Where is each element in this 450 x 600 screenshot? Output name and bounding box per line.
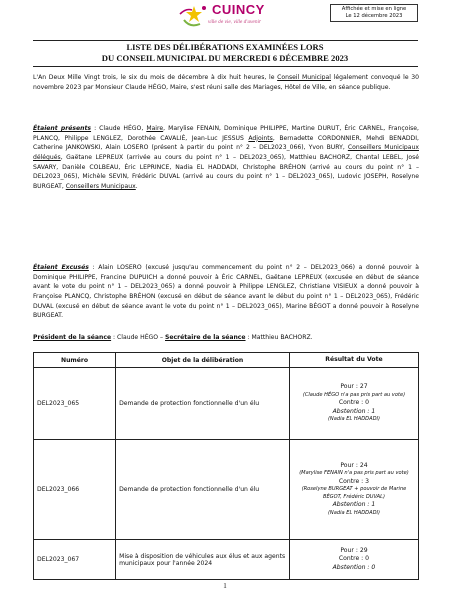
presents-text-3: , Gaëtane LEPREUX (arrivée au cours du point n° 1 – DEL2023_065), Matthieu BACHORZ, Chantal LEBEL, José SAVARY, Danièle COLBEAU, Éric LEPRINCE, Nadia EL HADDADI, Christophe BRÉHON (arrivé au cours du point n° 1 – DEL2023_065), Michèle SEVIN, Frédéric DUVAL (arrivé au cours du point n° 1 – DEL2023_065), Ludovic JOSEPH, Roselyne BURGEAT, — [33, 153, 419, 190]
president-label: Président de la séance — [33, 334, 112, 341]
title-rule-bottom — [33, 66, 418, 67]
deliberations-table — [33, 352, 419, 580]
cell-objet: Mise à disposition de véhicules aux élus et aux agents municipaux pour l'année 2024 — [116, 540, 290, 580]
logo-tagline: ville de vie, ville d'avenir — [208, 19, 261, 24]
col-header-resultat: Résultat du Vote — [289, 353, 418, 368]
publication-stamp-line1: Affichée et mise en ligne — [341, 6, 407, 12]
intro-conseil-municipal: Conseil Municipal — [277, 74, 331, 81]
excuses-text: : Alain LOSERO (excusé jusqu'au commencement du point n° 2 – DEL2023_066) a donné pouvoir à Dominique PHILIPPE, Francine DUPUICH a donné pouvoir à Éric CARNEL, Gaëtane LEPREUX (excusée en début de séance avant le vote du point n° 1 – DEL2023_065) a donné pouvoir à Philippe LENGLEZ, Christiane VISIEUX a donné pouvoir à Françoise PLANCQ, Christophe BRÉHON (excusé en début de séance avant le début du point n° 1 – DEL2023_065), Frédéric DUVAL (excusé en début de séance avant le vote du point n° 1 – DEL2023_065), Marine BÉGOT a donné pouvoir à Roselyne BURGEAT. — [33, 264, 419, 320]
vote-contre: Contre : 0 — [338, 555, 370, 563]
secretaire-label: Secrétaire de la séance — [165, 334, 246, 341]
table-header-row — [34, 353, 419, 368]
vote-pour: Pour : 24 — [340, 461, 368, 469]
vote-abstention: Abstention : 1 — [332, 407, 376, 415]
vote-abstention-note: (Nadia EL HADDADI) — [327, 509, 380, 516]
cell-numero: DEL2023_067 — [34, 540, 116, 580]
cell-resultat — [289, 440, 418, 540]
vote-abstention-note: (Nadia EL HADDADI) — [327, 416, 380, 423]
presents-label: Étaient présents — [33, 125, 92, 132]
intro-paragraph — [33, 73, 419, 92]
vote-pour-note: (Marylise FENAIN n'a pas pris part au vote) — [299, 470, 409, 477]
title-rule-top — [33, 40, 418, 41]
presents-text-2: , Bernadette CORDONNIER, Mehdi BENADDI, Catherine JANKOWSKI, Alain LOSERO (présent à partir du point n° 2 – DEL2023_066), Yvon BURY, — [33, 134, 419, 152]
table-row — [34, 440, 419, 540]
presents-sep: : Claude HÉGO, — [91, 125, 147, 132]
publication-stamp-line2: Le 12 décembre 2023 — [345, 13, 403, 20]
vote-abstention: Abstention : 0 — [332, 563, 376, 571]
presents-paragraph — [33, 124, 419, 192]
vote-pour: Pour : 29 — [340, 546, 368, 554]
presents-adjoints: Adjoints — [248, 134, 273, 142]
publication-stamp — [330, 4, 418, 22]
presents-text-4: . — [135, 182, 138, 190]
cell-objet: Demande de protection fonctionnelle d'un élu — [116, 440, 290, 540]
cell-resultat — [289, 368, 418, 440]
table-row — [34, 540, 419, 580]
presidence-line — [33, 334, 419, 341]
presents-maire: Maire — [146, 125, 164, 132]
cell-numero: DEL2023_066 — [34, 440, 116, 540]
cell-objet: Demande de protection fonctionnelle d'un élu — [116, 368, 290, 440]
vote-pour: Pour : 27 — [340, 383, 368, 391]
presents-text-1: , Marylise FENAIN, Dominique PHILIPPE, Martine DURUT, Éric CARNEL, Françoise, PLANCQ, Philippe LENGLEZ, Dorothée CAVALIÉ, Jean-Luc JESSUS — [33, 125, 419, 142]
vote-contre: Contre : 3 — [338, 477, 370, 485]
vote-abstention: Abstention : 1 — [332, 501, 376, 509]
cell-resultat — [289, 540, 418, 580]
cell-numero: DEL2023_065 — [34, 368, 116, 440]
page-title-line2: DU CONSEIL MUNICIPAL DU MERCREDI 6 DÉCEMBRE 2023 — [101, 53, 349, 63]
page-number: 1 — [223, 582, 227, 590]
presents-conseillers: Conseillers Municipaux — [65, 182, 136, 190]
vote-contre-note: (Roselyne BURGEAT + pouvoir de Marine BÉGOT, Frédéric DUVAL) — [301, 486, 407, 500]
presents-delegues: Conseillers Municipaux délégués — [33, 144, 419, 161]
excuses-paragraph — [33, 263, 419, 321]
vote-contre: Contre : 0 — [338, 399, 370, 407]
page-title-line1: LISTE DES DÉLIBÉRATIONS EXAMINÉES LORS — [126, 42, 324, 52]
secretaire-value: : Matthieu BACHORZ. — [245, 334, 313, 341]
page-title — [0, 42, 450, 64]
vote-pour-note: (Claude HÉGO n'a pas pris part au vote) — [302, 391, 406, 398]
excuses-label: Étaient Excusés — [33, 264, 89, 271]
col-header-objet: Objet de la délibération — [116, 353, 290, 368]
intro-text-2: légalement convoqué le 30 novembre 2023 par Monsieur Claude HÉGO, Maire, s'est réuni salle des Mariages, Hôtel de Ville, en séance publique. — [33, 74, 420, 91]
col-header-numero: Numéro — [34, 353, 116, 368]
logo-wordmark: CUINCY — [212, 2, 265, 17]
intro-text-1: L'An Deux Mille Vingt trois, le six du mois de décembre à dix huit heures, le — [33, 74, 278, 81]
president-value: : Claude HÉGO – — [111, 334, 165, 341]
table-row — [34, 368, 419, 440]
